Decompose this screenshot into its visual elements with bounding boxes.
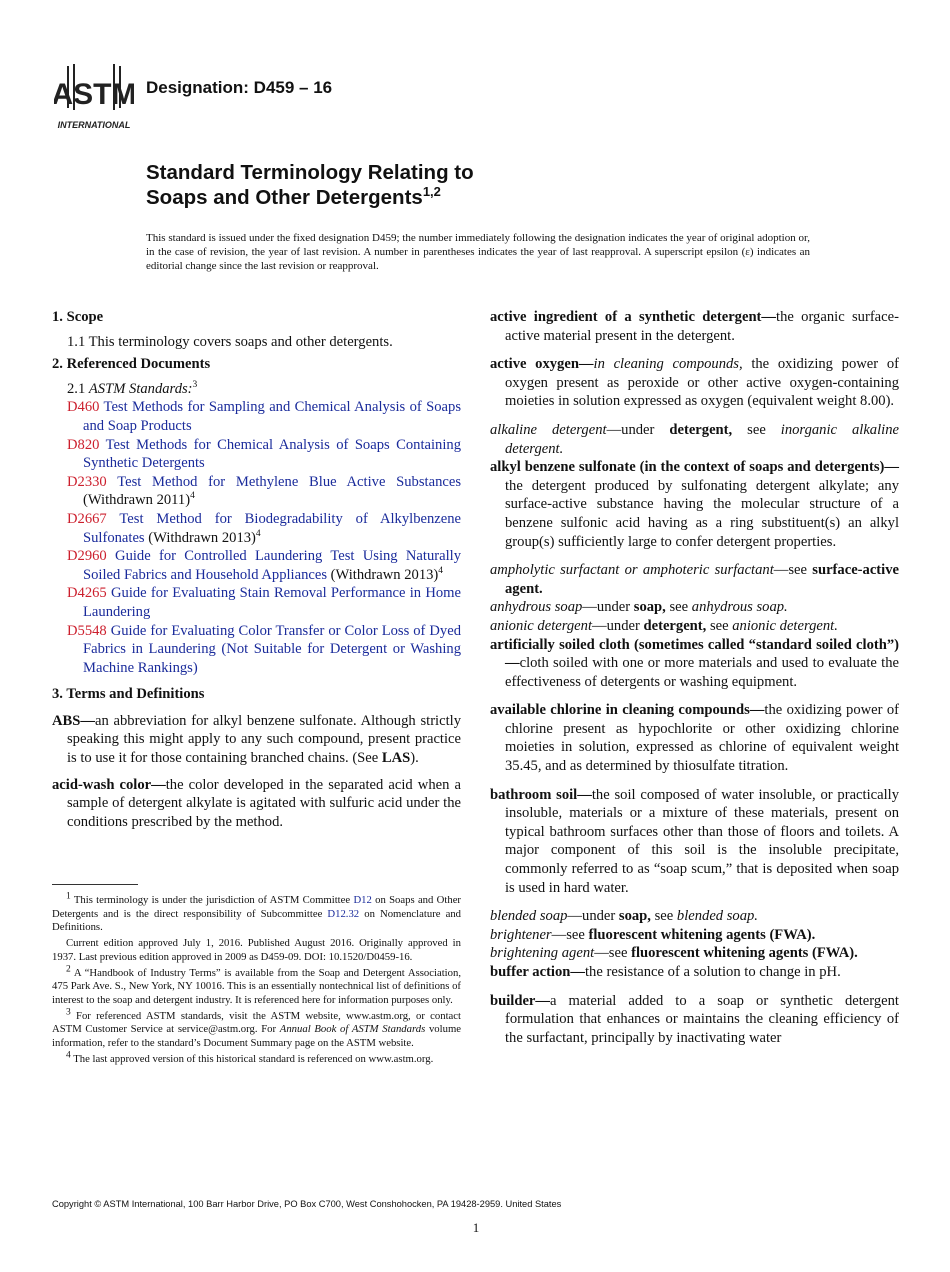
term-builder: builder—a material added to a soap or synthetic detergent formulation that enhances or maintains the cleaning efficiency of the surfactant, principally by inactivating water <box>490 992 899 1046</box>
logo-text: ASTM <box>54 78 134 111</box>
term-artificially-soiled-cloth: artificially soiled cloth (sometimes called “standard soiled cloth”)—cloth soiled with one or more materials and used to evaluate the effectiveness of detergents or washing equipment. <box>490 636 899 690</box>
page-title: Standard Terminology Relating to Soaps and Other Detergents$^{1,2}$ <box>146 161 474 209</box>
reference-title-link[interactable]: Test Methods for Sampling and Chemical Analysis of Soaps and Soap Products <box>83 399 461 434</box>
designation: Designation: D459 – 16 <box>146 78 333 97</box>
footnote-3: $^3$ For referenced ASTM standards, visit the ASTM website, www.astm.org, or contact ASTM Customer Service at service@astm.org. For Annual Book of ASTM Standards volume information, refer to the standard’s Document Summary page on the ASTM website. <box>52 1007 462 1050</box>
term-anhydrous-soap: anhydrous soap—under soap, see anhydrous soap. <box>490 599 788 616</box>
astm-logo <box>54 60 134 132</box>
reference-item: D2960 Guide for Controlled Laundering Test Using Naturally Soiled Fabrics and Household Appliances (Withdrawn 2013)$^4$ <box>67 548 461 583</box>
reference-code-link[interactable]: D460 <box>67 399 100 416</box>
term-active-ingredient: active ingredient of a synthetic detergent—the organic surface-active material present in the detergent. <box>490 309 899 344</box>
reference-code-link[interactable]: D2330 <box>67 473 107 490</box>
term-buffer-action: buffer action—the resistance of a solution to change in pH. <box>490 964 841 980</box>
term-blended-soap: blended soap—under soap, see blended soap. <box>490 908 758 925</box>
copyright-notice: Copyright © ASTM International, 100 Barr Harbor Drive, PO Box C700, West Conshohocken, PA 19428-2959. United States <box>52 1199 562 1209</box>
footnote-divider <box>52 884 138 885</box>
reference-title-link[interactable]: Test Method for Methylene Blue Active Substances <box>106 473 461 490</box>
left-column <box>52 308 461 831</box>
referenced-heading: 2. Referenced Documents <box>52 356 211 373</box>
term-anionic-detergent: anionic detergent—under detergent, see anionic detergent. <box>490 617 838 634</box>
reference-title-link[interactable]: Guide for Controlled Laundering Test Using Naturally Soiled Fabrics and Household Appliances <box>83 548 461 583</box>
scope-text: 1.1 This terminology covers soaps and other detergents. <box>67 333 393 350</box>
logo-subtext: INTERNATIONAL <box>57 120 131 130</box>
term-alkaline-detergent: alkaline detergent—under detergent, see inorganic alkaline detergent. <box>490 421 899 457</box>
reference-code-link[interactable]: D2667 <box>67 510 107 527</box>
committee-link[interactable]: D12 <box>353 894 372 906</box>
reference-title-link[interactable]: Test Methods for Chemical Analysis of Soaps Containing Synthetic Detergents <box>83 436 461 472</box>
footnote-4: $^4$ The last approved version of this historical standard is referenced on www.astm.org. <box>66 1050 434 1065</box>
reference-code-link[interactable]: D2960 <box>67 548 107 565</box>
footnote-2: $^2$ A “Handbook of Industry Terms” is available from the Soap and Detergent Association, 475 Park Ave. S., New York, NY 10016. This is an essentially nontechnical list of definitions of interest to the soap and detergent industry. It is referenced here for information purposes only. <box>52 963 461 1006</box>
term-available-chlorine: available chlorine in cleaning compounds—the oxidizing power of chlorine present as hypochlorite or other oxidizing chlorine moieties in solution, expressed as chlorine of equivalent weight 35.45, and as determined by thiosulfate titration. <box>490 702 900 775</box>
reference-item <box>52 436 461 473</box>
term-abs: ABS—an abbreviation for alkyl benzene sulfonate. Although strictly speaking this might apply to any such compound, present practice is to use it for those containing branched chains. (See LAS). <box>52 712 461 767</box>
reference-item: D2330 Test Method for Methylene Blue Active Substances (Withdrawn 2011)$^4$ <box>67 473 461 509</box>
footnote-1: $^1$ This terminology is under the jurisdiction of ASTM Committee D12 on Soaps and Other Detergents and is the direct responsibility of Subcommittee D12.32 on Nomenclature and Definitions. <box>52 891 462 934</box>
reference-title-link[interactable]: Test Method for Biodegradability of Alkylbenzene Sulfonates <box>83 510 461 546</box>
reference-item <box>52 622 461 678</box>
reference-code-link[interactable]: D820 <box>67 436 100 453</box>
footnote-edition: Current edition approved July 1, 2016. Published August 2016. Originally approved in 1937. Last previous edition approved in 2009 as D459-09. DOI: 10.1520/D0459-16. <box>52 937 461 963</box>
page-number: 1 <box>472 1220 480 1235</box>
term-brightening-agent: brightening agent—see fluorescent whitening agents (FWA). <box>490 945 858 962</box>
scope-heading: 1. Scope <box>52 309 104 325</box>
term-alkyl-benzene-sulfonate: alkyl benzene sulfonate (in the context of soaps and detergents)—the detergent produced by sulfonating detergent alkylate; any surface-active substance having the molecular structure of a benzene sulfonic acid having as a ring substituent(s) an alkyl group(s) sufficiently large to confer detergent properties. <box>490 459 899 550</box>
reference-item <box>52 398 461 435</box>
reference-code-link[interactable]: D5548 <box>67 622 107 639</box>
term-ampholytic-surfactant: ampholytic surfactant or amphoteric surfactant—see surface-active agent. <box>490 562 899 597</box>
term-active-oxygen: active oxygen—in cleaning compounds, the oxidizing power of oxygen present as peroxide or other active oxygen-containing moieties in solution expressed as oxygen (equivalent weight 8.00). <box>490 356 899 410</box>
subcommittee-link[interactable]: D12.32 <box>327 907 360 920</box>
reference-title-link[interactable]: Guide for Evaluating Color Transfer or Color Loss of Dyed Fabrics in Laundering (Not Suitable for Detergent or Washing Machine Rankings) <box>83 622 461 676</box>
reference-title-link[interactable]: Guide for Evaluating Stain Removal Performance in Home Laundering <box>83 585 461 620</box>
terms-heading: 3. Terms and Definitions <box>52 686 205 703</box>
reference-item: D2667 Test Method for Biodegradability of Alkylbenzene Sulfonates (Withdrawn 2013)$^4$ <box>67 510 461 546</box>
reference-code-link[interactable]: D4265 <box>67 585 107 602</box>
issued-note: This standard is issued under the fixed designation D459; the number immediately following the designation indicates the year of original adoption or, in the case of revision, the year of last revision. A number in parentheses indicates the year of last reapproval. A superscript epsilon (ε) indicates an editorial change since the last revision or reapproval. <box>146 232 810 273</box>
term-acid-wash-color: acid-wash color—the color developed in the separated acid when a sample of detergent alkylate is agitated with sulfuric acid under the conditions prescribed by the method. <box>52 776 461 830</box>
term-brightener: brightener—see fluorescent whitening agents (FWA). <box>490 926 816 943</box>
right-column <box>490 308 899 1047</box>
term-bathroom-soil: bathroom soil—the soil composed of water insoluble, or practically insoluble, materials or a mixture of these materials, present on typical bathroom surfaces other than those of floors and toilets. A major component of this soil is the insoluble precipitate, commonly referred to as “soap scum,” that is deposited when soap is used in hard water. <box>490 786 899 896</box>
reference-item <box>52 584 461 621</box>
astm-standards-label: 2.1 ASTM Standards:$^3$ <box>67 379 198 397</box>
footnotes <box>52 891 462 1068</box>
